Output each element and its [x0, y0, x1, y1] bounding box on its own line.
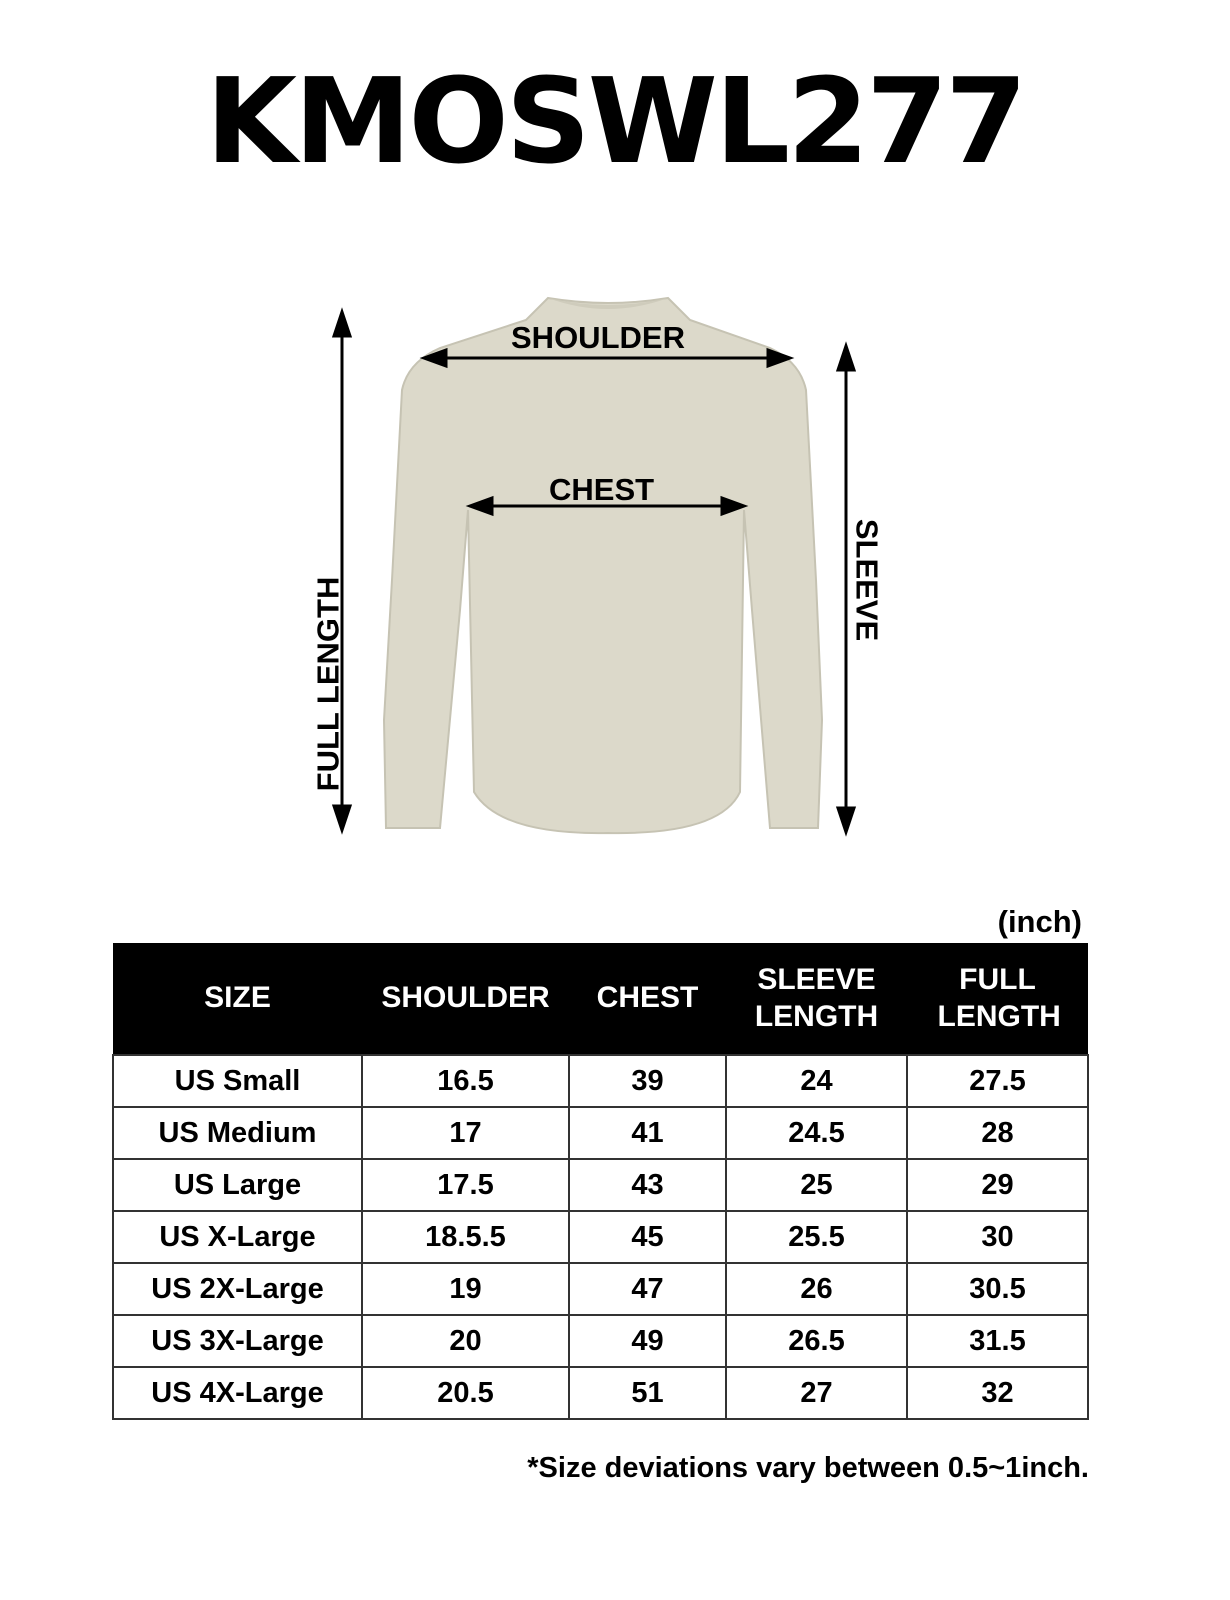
cell-shoulder: 20 — [362, 1315, 569, 1367]
table-row — [113, 1263, 1088, 1315]
cell-chest: 43 — [569, 1159, 726, 1211]
shirt-illustration — [0, 280, 1230, 860]
cell-full-length: 30.5 — [907, 1263, 1088, 1315]
chest-label: CHEST — [549, 472, 655, 507]
measurement-diagram — [0, 280, 1230, 860]
header-size: SIZE — [113, 943, 362, 1055]
header-sleeve-length-text: SLEEVE LENGTH — [754, 962, 879, 1033]
cell-chest: 49 — [569, 1315, 726, 1367]
table-row — [113, 1367, 1088, 1419]
table-row — [113, 1107, 1088, 1159]
cell-size: US 4X-Large — [113, 1367, 362, 1419]
table-header-row — [113, 943, 1088, 1055]
cell-chest: 39 — [569, 1055, 726, 1107]
cell-chest: 47 — [569, 1263, 726, 1315]
shirt-shape — [384, 298, 822, 833]
cell-full-length: 28 — [907, 1107, 1088, 1159]
cell-shoulder: 17 — [362, 1107, 569, 1159]
header-sleeve-length — [726, 943, 907, 1055]
header-full-length — [907, 943, 1088, 1055]
cell-size: US 2X-Large — [113, 1263, 362, 1315]
cell-sleeve-length: 24 — [726, 1055, 907, 1107]
cell-shoulder: 16.5 — [362, 1055, 569, 1107]
cell-full-length: 29 — [907, 1159, 1088, 1211]
cell-size: US X-Large — [113, 1211, 362, 1263]
shoulder-label: SHOULDER — [511, 320, 685, 355]
cell-sleeve-length: 27 — [726, 1367, 907, 1419]
cell-chest: 51 — [569, 1367, 726, 1419]
cell-size: US Medium — [113, 1107, 362, 1159]
product-code-title: KMOSWL277 — [205, 52, 1025, 190]
cell-shoulder: 19 — [362, 1263, 569, 1315]
cell-sleeve-length: 25 — [726, 1159, 907, 1211]
full-length-label: FULL LENGTH — [310, 576, 346, 792]
cell-size: US Small — [113, 1055, 362, 1107]
header-shoulder: SHOULDER — [362, 943, 569, 1055]
cell-size: US Large — [113, 1159, 362, 1211]
cell-sleeve-length: 26 — [726, 1263, 907, 1315]
cell-shoulder: 18.5.5 — [362, 1211, 569, 1263]
cell-shoulder: 20.5 — [362, 1367, 569, 1419]
cell-shoulder: 17.5 — [362, 1159, 569, 1211]
header-chest: CHEST — [569, 943, 726, 1055]
cell-sleeve-length: 26.5 — [726, 1315, 907, 1367]
cell-full-length: 32 — [907, 1367, 1088, 1419]
cell-sleeve-length: 24.5 — [726, 1107, 907, 1159]
cell-size: US 3X-Large — [113, 1315, 362, 1367]
cell-full-length: 27.5 — [907, 1055, 1088, 1107]
cell-sleeve-length: 25.5 — [726, 1211, 907, 1263]
size-chart-table — [112, 943, 1089, 1420]
cell-chest: 41 — [569, 1107, 726, 1159]
cell-full-length: 31.5 — [907, 1315, 1088, 1367]
sleeve-label: SLEEVE — [849, 518, 885, 642]
header-full-length-text: FULL LENGTH — [937, 962, 1061, 1033]
table-row — [113, 1211, 1088, 1263]
table-row — [113, 1315, 1088, 1367]
cell-chest: 45 — [569, 1211, 726, 1263]
size-deviation-note: *Size deviations vary between 0.5~1inch. — [527, 1452, 1089, 1484]
table-row — [113, 1055, 1088, 1107]
cell-full-length: 30 — [907, 1211, 1088, 1263]
unit-label: (inch) — [997, 904, 1082, 939]
table-row — [113, 1159, 1088, 1211]
